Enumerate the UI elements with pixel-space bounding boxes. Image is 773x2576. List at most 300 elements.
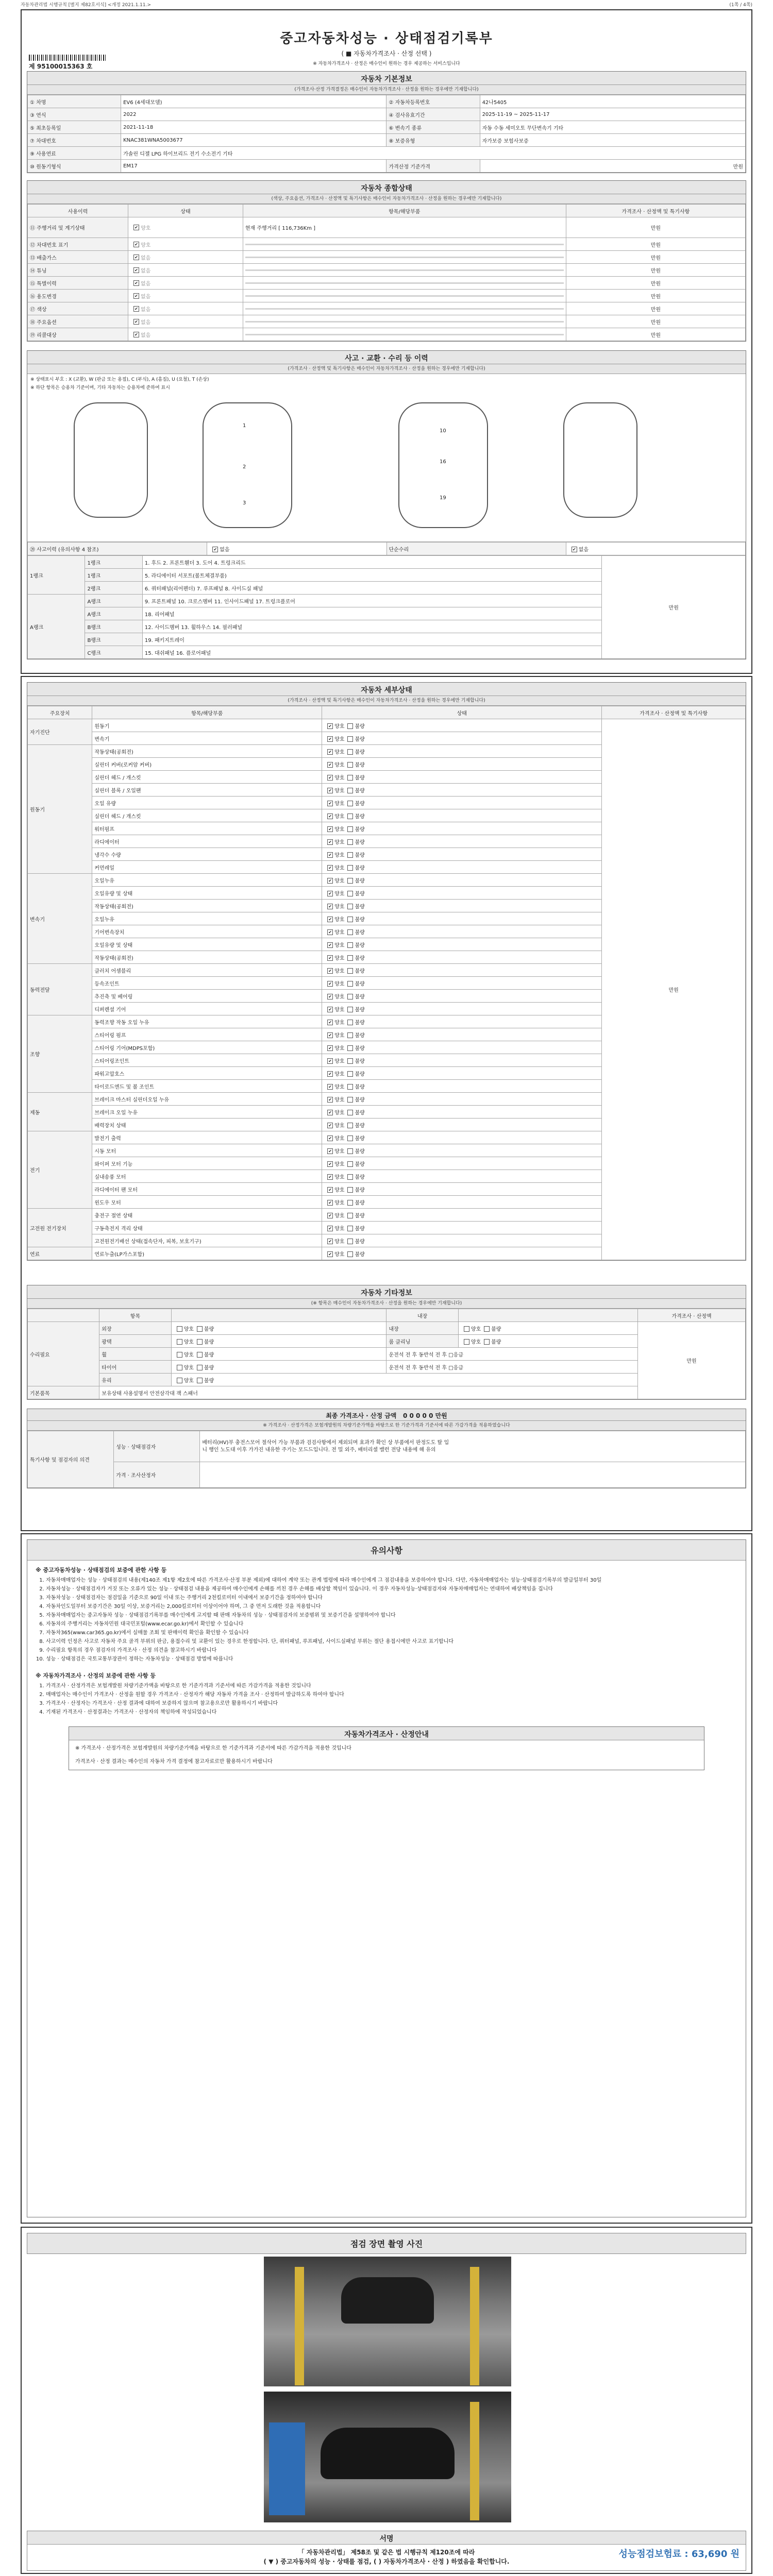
device-item-state — [322, 1106, 602, 1118]
device-item-label: 작동상태(공회전) — [92, 951, 322, 964]
checkbox[interactable] — [347, 955, 353, 961]
state-label: 양호 — [334, 1045, 345, 1052]
checkbox[interactable] — [327, 878, 333, 884]
checkbox[interactable] — [327, 1058, 333, 1064]
device-item-state — [322, 1196, 602, 1209]
checkbox[interactable] — [347, 942, 353, 948]
device-item-label: 오일누유 — [92, 912, 322, 925]
checkbox[interactable] — [347, 878, 353, 884]
summary-row-label: ⑭ 튜닝 — [28, 264, 128, 277]
device-item-label: 파워고압호스 — [92, 1067, 322, 1080]
accident-history-value — [207, 543, 386, 555]
state-label: 불량 — [355, 1020, 365, 1026]
checkbox[interactable] — [327, 736, 333, 742]
page-2 — [21, 676, 752, 1531]
state-none: 없음 — [141, 294, 151, 300]
checkbox[interactable] — [327, 749, 333, 755]
rank-a2-items: 18. 리어패널 — [142, 607, 602, 620]
summary-row-price: 만원 — [566, 315, 745, 328]
other-col-price: 가격조사 · 산정액 — [638, 1309, 746, 1322]
final-price-section — [27, 1409, 746, 1488]
checkbox[interactable] — [327, 1071, 333, 1077]
car-shape-icon — [341, 2277, 434, 2324]
other-row-label: 타이어 — [99, 1361, 171, 1374]
checkbox[interactable] — [347, 1007, 353, 1012]
checkbox[interactable] — [327, 1226, 333, 1231]
checkbox[interactable] — [212, 547, 218, 552]
state-label: 불량 — [355, 826, 365, 833]
notice-item: 3. 자동차성능 · 상태점검자는 점검일을 기준으로 90일 이내 또는 주행거리 2천킬로미터 이내에서 보증기간을 정하여야 합니다 — [46, 1595, 746, 1602]
checkbox[interactable] — [327, 1045, 333, 1051]
checkbox[interactable] — [347, 865, 353, 871]
checkbox[interactable] — [197, 1339, 203, 1345]
checkbox[interactable] — [347, 736, 353, 742]
state-label: 불량 — [355, 1032, 365, 1039]
final-heading: 최종 가격조사 · 산정 금액 — [326, 1412, 397, 1419]
table-row — [28, 134, 746, 147]
checkbox[interactable] — [327, 1251, 333, 1257]
device-group-label: 제동 — [28, 1093, 92, 1131]
checkbox[interactable] — [327, 917, 333, 922]
car-side-right-icon — [563, 402, 637, 518]
simple-repair-label: 단순수리 — [386, 543, 566, 555]
page-4 — [21, 2227, 752, 2574]
notice-item: 4. 기재된 가격조사 · 산정결과는 가격조사 · 산정자의 책임하에 작성되었습니다 — [46, 1709, 746, 1716]
summary-row-state — [128, 238, 243, 251]
checkbox[interactable] — [347, 1251, 353, 1257]
checkbox[interactable] — [464, 1339, 469, 1345]
checkbox[interactable] — [347, 1161, 353, 1167]
table-row — [28, 719, 746, 732]
checkbox[interactable] — [347, 839, 353, 845]
checkbox[interactable] — [133, 319, 139, 325]
label-car-name: ① 차명 — [28, 95, 121, 108]
device-item-label: 스티어링조인트 — [92, 1054, 322, 1067]
checkbox[interactable] — [347, 968, 353, 974]
checkbox[interactable] — [197, 1326, 203, 1332]
state-label: 양호 — [334, 1123, 345, 1129]
device-item-label: 라디에이터 — [92, 835, 322, 848]
checkbox[interactable] — [177, 1365, 182, 1370]
checkbox[interactable] — [327, 762, 333, 768]
checkbox[interactable] — [327, 942, 333, 948]
state-label: 양호 — [334, 891, 345, 897]
checkbox[interactable] — [347, 1123, 353, 1128]
checkbox[interactable] — [347, 904, 353, 909]
table-row — [28, 277, 746, 290]
summary-row-item — [243, 264, 566, 277]
checkbox[interactable] — [177, 1339, 182, 1345]
state-none: 없음 — [141, 319, 151, 326]
table-row — [28, 1462, 746, 1488]
checkbox[interactable] — [327, 1020, 333, 1025]
notice-item: 9. 수리필요 항목의 경우 점검자의 가격조사 · 산정 의견을 참고하시기 바랍니다 — [46, 1647, 746, 1654]
device-item-state — [322, 1144, 602, 1157]
state-bad: 불량 — [491, 1326, 501, 1332]
checkbox[interactable] — [347, 749, 353, 755]
checkbox[interactable] — [327, 1213, 333, 1218]
checkbox[interactable] — [347, 775, 353, 781]
notice-sub-2: ※ 자동차가격조사 · 산정의 보증에 관한 사항 등 — [36, 1672, 156, 1679]
notice-item: 10. 성능 · 상태점검은 국토교통부장관이 정하는 자동차성능 · 상태점검 방법에 따릅니다 — [46, 1656, 746, 1663]
table-header-row — [28, 205, 746, 217]
inspection-photo-side — [264, 2392, 511, 2522]
state-label: 양호 — [334, 878, 345, 884]
notice-item: 8. 사고이력 인정은 사고로 자동차 주요 골격 부위의 판금, 용접수리 및 교환이 있는 경우로 한정합니다. 단, 쿼터패널, 루프패널, 사이드실패널 부위는 절단 용접시에만 사고로 표기합니다 — [46, 1638, 746, 1646]
other-price: 만원 — [638, 1322, 746, 1399]
checkbox[interactable] — [347, 1148, 353, 1154]
state-label: 양호 — [334, 1007, 345, 1013]
checkbox[interactable] — [327, 1123, 333, 1128]
checkbox[interactable] — [327, 1097, 333, 1103]
rank-a2-label: A랭크 — [85, 607, 142, 620]
summary-row-price: 만원 — [566, 328, 745, 341]
detail-col-item: 항목/해당부품 — [92, 706, 322, 719]
state-bad: 불량 — [204, 1339, 214, 1345]
rank-price: 만원 — [602, 556, 746, 659]
summary-row-label: ⑮ 특별이력 — [28, 277, 128, 290]
device-item-label: 스티어링 펌프 — [92, 1028, 322, 1041]
checkbox[interactable] — [133, 242, 139, 247]
device-group-label: 전기 — [28, 1131, 92, 1209]
notice-item: 2. 자동차성능 · 상태점검자가 거짓 또는 오류가 있는 성능 · 상태점검 내용을 제공하여 매수인에게 손해를 끼친 경우 손해를 배상할 책임이 있습니다. 이 경우 자동차성능·상태점검자와 자동차매매업자는 연대하여 배상책임을 집니다 — [46, 1586, 746, 1593]
checkbox[interactable] — [572, 547, 577, 552]
state-label: 양호 — [334, 1239, 345, 1245]
checkbox[interactable] — [347, 801, 353, 806]
checkbox[interactable] — [347, 788, 353, 793]
state-label: 불량 — [355, 968, 365, 974]
summary-row-item — [243, 277, 566, 290]
other-row-state — [458, 1335, 637, 1348]
checkbox[interactable] — [133, 332, 139, 337]
state-label: 양호 — [334, 1071, 345, 1077]
checkbox[interactable] — [347, 981, 353, 987]
device-item-label: 작동상태(공회전) — [92, 745, 322, 758]
checkbox[interactable] — [327, 981, 333, 987]
device-item-state — [322, 1209, 602, 1222]
checkbox[interactable] — [327, 891, 333, 896]
device-group-label: 연료 — [28, 1247, 92, 1260]
device-item-state — [322, 771, 602, 784]
device-item-state — [322, 951, 602, 964]
mileage-value: 현재 주행거리 [ 116,736Km ] — [243, 217, 566, 238]
label-base-price: 가격산정 기준가격 — [386, 160, 480, 173]
checkbox[interactable] — [177, 1352, 182, 1358]
state-good: 양호 — [183, 1365, 194, 1371]
device-item-label: 작동상태(공회전) — [92, 900, 322, 912]
state-bad: 불량 — [204, 1365, 214, 1371]
accident-none: 없음 — [220, 547, 230, 553]
state-label: 불량 — [355, 852, 365, 858]
checkbox[interactable] — [484, 1339, 490, 1345]
rank-2-items: 6. 쿼터패널(리어펜더) 7. 루프패널 8. 사이드실 패널 — [142, 582, 602, 595]
document-subtitle: ( ■ 자동차가격조사 · 산정 선택 ) — [341, 50, 432, 57]
state-label: 양호 — [334, 904, 345, 910]
value-vin: KNAC381WNA5003677 — [121, 134, 386, 147]
state-label: 양호 — [334, 788, 345, 794]
document-note: ※ 자동차가격조사 · 산정은 매수인이 원하는 경우 제공하는 서비스입니다 — [313, 61, 460, 66]
checkbox[interactable] — [347, 826, 353, 832]
device-item-label: 브레이크 오일 누유 — [92, 1106, 322, 1118]
checkbox[interactable] — [327, 1110, 333, 1115]
accident-legend: ※ 상태표시 부호 : X (교환), W (판금 또는 용접), C (부식), A (흠집), U (요철), T (손상) — [30, 377, 209, 382]
car-frame-icon — [398, 402, 488, 528]
checkbox[interactable] — [327, 1032, 333, 1038]
summary-table — [27, 204, 746, 341]
state-label: 양호 — [334, 968, 345, 974]
checkbox[interactable] — [133, 267, 139, 273]
rank-a-items: 9. 프론트패널 10. 크로스멤버 11. 인사이드패널 17. 트렁크플로어 — [142, 595, 602, 607]
checkbox[interactable] — [327, 1148, 333, 1154]
device-item-label: 오일유량 및 상태 — [92, 887, 322, 900]
summary-row-label: ⑫ 차대번호 표기 — [28, 238, 128, 251]
state-label: 양호 — [334, 775, 345, 781]
checkbox[interactable] — [327, 839, 333, 845]
label-transmission: ⑥ 변속기 종류 — [386, 121, 480, 134]
notice-list-1 — [32, 1577, 746, 1663]
device-item-state — [322, 977, 602, 990]
page-1 — [21, 9, 752, 674]
special-table — [27, 1431, 746, 1488]
other-empty-3 — [458, 1309, 637, 1322]
state-label: 양호 — [334, 839, 345, 845]
checkbox[interactable] — [347, 1084, 353, 1090]
label-engine: ⑩ 원동기형식 — [28, 160, 121, 173]
checkbox[interactable] — [347, 1136, 353, 1141]
summary-row-price: 만원 — [566, 290, 745, 302]
other-col-item: 항목 — [99, 1309, 171, 1322]
checkbox[interactable] — [133, 280, 139, 286]
device-item-label: 와이퍼 모터 기능 — [92, 1157, 322, 1170]
summary-row-item — [243, 251, 566, 264]
state-good: 양호 — [141, 226, 151, 231]
device-item-state — [322, 1080, 602, 1093]
checkbox[interactable] — [347, 1213, 353, 1218]
checkbox[interactable] — [197, 1365, 203, 1370]
summary-row-label: ⑯ 용도변경 — [28, 290, 128, 302]
device-item-state — [322, 732, 602, 745]
notice-item: 1. 가격조사 · 산정가격은 보험개발원 차량기준가액을 바탕으로 한 기준가격과 기준서에 따른 가감가격을 적용한 것입니다 — [46, 1683, 746, 1690]
checkbox[interactable] — [327, 994, 333, 999]
checkbox[interactable] — [347, 1200, 353, 1206]
label-inspection: ④ 검사유효기간 — [386, 108, 480, 121]
special-sub2: 가격 · 조사산정자 — [114, 1462, 200, 1488]
checkbox[interactable] — [177, 1326, 182, 1332]
state-label: 양호 — [334, 1187, 345, 1193]
state-label: 양호 — [334, 1084, 345, 1090]
label-plate: ② 자동차등록번호 — [386, 95, 480, 108]
checkbox[interactable] — [327, 929, 333, 935]
rank-c-items: 15. 대쉬패널 16. 플로어패널 — [142, 646, 602, 659]
device-item-state — [322, 925, 602, 938]
document-title: 중고자동차성능 · 상태점검기록부 — [280, 31, 493, 46]
state-label: 양호 — [334, 814, 345, 820]
state-label: 불량 — [355, 788, 365, 794]
other-table — [27, 1309, 746, 1399]
checkbox[interactable] — [347, 1032, 353, 1038]
checkbox[interactable] — [327, 1174, 333, 1180]
summary-row-price: 만원 — [566, 302, 745, 315]
detail-section — [27, 682, 746, 1261]
checkbox[interactable] — [347, 1071, 353, 1077]
other-empty — [28, 1309, 99, 1322]
checkbox[interactable] — [347, 1058, 353, 1064]
checkbox[interactable] — [327, 1187, 333, 1193]
device-item-state — [322, 848, 602, 861]
checkbox[interactable] — [327, 723, 333, 729]
label-vin: ⑦ 차대번호 — [28, 134, 121, 147]
other-section — [27, 1285, 746, 1400]
photo-heading: 점검 장면 촬영 사진 — [27, 2233, 746, 2254]
state-none: 없음 — [141, 307, 151, 313]
notice-item: 5. 자동차매매업자는 중고자동차 성능 · 상태점검기록부를 매수인에게 고지할 때 판매 자동차의 성능 · 상태점검자의 보증범위 및 보증기간을 설명하여야 합니다 — [46, 1612, 746, 1619]
device-item-label: 동력조향 작동 오일 누유 — [92, 1015, 322, 1028]
detail-col-state: 상태 — [322, 706, 602, 719]
device-group-label: 원동기 — [28, 745, 92, 874]
device-item-state — [322, 874, 602, 887]
checkbox[interactable] — [327, 865, 333, 871]
car-diagram — [27, 392, 746, 542]
checkbox[interactable] — [347, 1110, 353, 1115]
checkbox[interactable] — [327, 1200, 333, 1206]
table-row — [28, 238, 746, 251]
checkbox[interactable] — [327, 1136, 333, 1141]
state-label: 불량 — [355, 1161, 365, 1167]
device-item-label: 구동축전지 격리 상태 — [92, 1222, 322, 1234]
device-group-label: 동력전달 — [28, 964, 92, 1015]
summary-note: (색상, 주요옵션, 가격조사 · 산정액 및 특기사항은 매수인이 자동차가격조사 · 산정을 원하는 경우에만 기재합니다) — [27, 194, 746, 204]
summary-row-item — [243, 290, 566, 302]
checkbox[interactable] — [327, 1161, 333, 1167]
signature-area — [27, 2531, 746, 2571]
table-row — [28, 328, 746, 341]
checkbox[interactable] — [197, 1352, 203, 1358]
state-label: 양호 — [334, 749, 345, 755]
state-label: 불량 — [355, 775, 365, 781]
value-warranty: 자가보증 보험사보증 — [480, 134, 745, 147]
checkbox[interactable] — [347, 891, 353, 896]
device-item-label: 실내송풍 모터 — [92, 1170, 322, 1183]
checkbox[interactable] — [347, 1174, 353, 1180]
page-3 — [21, 1533, 752, 2224]
state-label: 불량 — [355, 929, 365, 936]
state-label: 양호 — [334, 736, 345, 742]
checkbox[interactable] — [327, 826, 333, 832]
summary-row-item — [243, 238, 566, 251]
checkbox[interactable] — [327, 968, 333, 974]
state-label: 불량 — [355, 1071, 365, 1077]
accident-heading: 사고 · 교환 · 수리 등 이력 — [27, 351, 746, 364]
table-row — [28, 556, 746, 569]
checkbox[interactable] — [484, 1326, 490, 1332]
checkbox[interactable] — [464, 1326, 469, 1332]
notice-item: 7. 자동차365(www.car365.go.kr)에서 실매물 조회 및 판매이력 확인을 확인할 수 있습니다 — [46, 1630, 746, 1637]
detail-heading: 자동차 세부상태 — [27, 683, 746, 696]
checkbox[interactable] — [347, 1187, 353, 1193]
basic-info-table — [27, 95, 746, 173]
other-row-state — [171, 1335, 386, 1348]
checkbox[interactable] — [327, 955, 333, 961]
other-col-item-2: 내장 — [386, 1309, 458, 1322]
checkbox[interactable] — [197, 1378, 203, 1383]
label-first-reg: ⑤ 최초등록일 — [28, 121, 121, 134]
car-top-icon — [203, 402, 292, 528]
checkbox[interactable] — [327, 788, 333, 793]
checkbox[interactable] — [327, 775, 333, 781]
state-label: 양호 — [334, 1020, 345, 1026]
summary-row-state — [128, 217, 243, 238]
device-item-state — [322, 861, 602, 874]
other-row-state — [171, 1348, 386, 1361]
signature-heading: 서명 — [27, 2531, 746, 2545]
device-price: 만원 — [602, 719, 746, 1260]
table-row — [28, 147, 746, 160]
checkbox[interactable] — [347, 929, 353, 935]
state-label: 양호 — [334, 1136, 345, 1142]
device-item-label: 실린더 커버(로커암 커버) — [92, 758, 322, 771]
summary-row-label: ⑱ 주요옵션 — [28, 315, 128, 328]
state-none: 없음 — [141, 268, 151, 274]
checkbox[interactable] — [347, 994, 353, 999]
checkbox[interactable] — [327, 852, 333, 858]
rank-2-label: 2랭크 — [85, 582, 142, 595]
checkbox[interactable] — [327, 904, 333, 909]
inspection-photo-front — [264, 2257, 511, 2386]
table-row — [28, 302, 746, 315]
state-label: 불량 — [355, 1058, 365, 1064]
table-placeholder — [245, 282, 564, 284]
state-label: 양호 — [334, 1032, 345, 1039]
checkbox[interactable] — [347, 814, 353, 819]
checkbox[interactable] — [133, 306, 139, 312]
checkbox[interactable] — [327, 1007, 333, 1012]
checkbox[interactable] — [177, 1378, 182, 1383]
checkbox[interactable] — [327, 814, 333, 819]
checkbox[interactable] — [347, 1239, 353, 1244]
price-guide-box — [69, 1726, 704, 1770]
checkbox[interactable] — [133, 255, 139, 260]
checkbox[interactable] — [133, 293, 139, 299]
checkbox[interactable] — [327, 1239, 333, 1244]
summary-col-use: 사용이력 — [28, 205, 128, 217]
state-label: 불량 — [355, 1226, 365, 1232]
checkbox[interactable] — [347, 723, 353, 729]
checkbox[interactable] — [327, 801, 333, 806]
other-heading: 자동차 기타정보 — [27, 1285, 746, 1299]
device-item-state — [322, 1041, 602, 1054]
device-item-state — [322, 938, 602, 951]
checkbox[interactable] — [347, 917, 353, 922]
record-number: 제 95100015363 호 — [29, 63, 93, 70]
checkbox[interactable] — [347, 1226, 353, 1231]
device-item-label: 충전구 절연 상태 — [92, 1209, 322, 1222]
tire-detail: 운전석 전 후 동반석 전 후 □응급 — [386, 1361, 638, 1374]
summary-row-state — [128, 290, 243, 302]
checkbox[interactable] — [347, 762, 353, 768]
checkbox[interactable] — [347, 1045, 353, 1051]
checkbox[interactable] — [327, 1084, 333, 1090]
device-item-state — [322, 835, 602, 848]
checkbox[interactable] — [347, 1097, 353, 1103]
price-guide-heading: 자동차가격조사 · 산정안내 — [69, 1727, 704, 1740]
state-label: 불량 — [355, 942, 365, 948]
checkbox[interactable] — [347, 1020, 353, 1025]
other-row-label: 룸 클리닝 — [386, 1335, 458, 1348]
state-label: 불량 — [355, 1123, 365, 1129]
checkbox[interactable] — [133, 225, 139, 230]
checkbox[interactable] — [347, 852, 353, 858]
summary-section — [27, 180, 746, 342]
